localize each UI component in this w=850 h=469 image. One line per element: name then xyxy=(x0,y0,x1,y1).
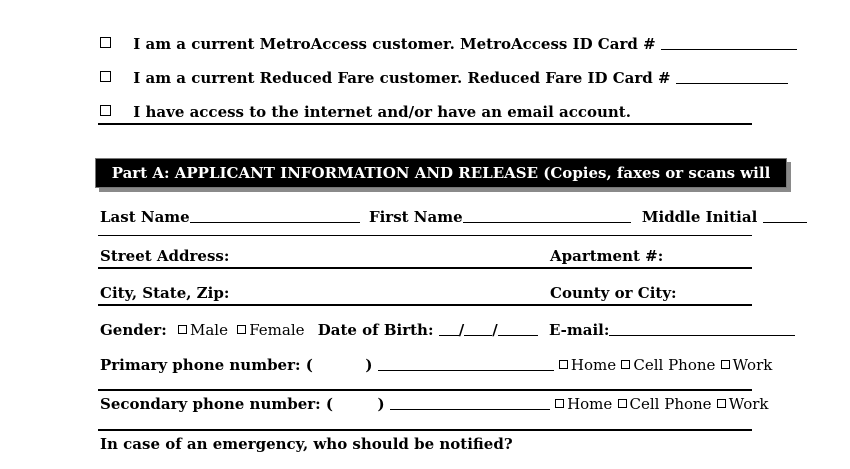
part-a-banner xyxy=(95,158,787,210)
secondary-phone-row xyxy=(100,395,769,413)
email-label: E-mail: xyxy=(548,321,610,339)
internet-label: I have access to the internet and/or have an email account. xyxy=(133,103,631,121)
city-state-zip-field[interactable] xyxy=(98,304,752,306)
dob-separator: / xyxy=(492,321,498,339)
first-name-field[interactable] xyxy=(463,210,631,223)
emergency-contact-label: In case of an emergency, who should be notified? xyxy=(100,435,513,453)
divider xyxy=(98,429,752,431)
middle-initial-field[interactable] xyxy=(763,210,807,223)
street-address-field[interactable] xyxy=(98,267,752,269)
internet-row xyxy=(100,103,631,121)
middle-initial-label: Middle Initial xyxy=(641,208,758,226)
street-address-label: Street Address: xyxy=(100,247,230,265)
dob-separator: / xyxy=(458,321,465,339)
county-city-label: County or City: xyxy=(550,284,677,302)
male-checkbox[interactable] xyxy=(178,325,187,334)
reduced-fare-label: I am a current Reduced Fare customer. Reduced Fare ID Card # xyxy=(133,69,671,87)
cell-phone-label: Cell Phone xyxy=(629,395,712,413)
reduced-fare-row xyxy=(100,69,788,87)
male-label: Male xyxy=(189,321,228,339)
metroaccess-checkbox[interactable] xyxy=(100,37,111,48)
female-checkbox[interactable] xyxy=(237,325,246,334)
divider xyxy=(98,123,752,125)
primary-phone-row xyxy=(100,356,772,374)
secondary-phone-field[interactable] xyxy=(390,397,550,410)
primary-phone-field[interactable] xyxy=(378,358,554,371)
part-a-title: Part A: APPLICANT INFORMATION AND RELEASE (Copies, faxes or scans will not be accepted) xyxy=(111,164,771,210)
metroaccess-label: I am a current MetroAccess customer. MetroAccess ID Card # xyxy=(133,35,656,53)
primary-work-checkbox[interactable] xyxy=(721,360,730,369)
paren-close: ) xyxy=(377,395,385,413)
secondary-phone-label: Secondary phone number: ( xyxy=(100,395,334,413)
first-name-label: First Name xyxy=(368,208,463,226)
email-field[interactable] xyxy=(609,323,795,336)
metroaccess-row xyxy=(100,35,797,53)
secondary-home-checkbox[interactable] xyxy=(555,399,564,408)
work-label: Work xyxy=(728,395,769,413)
apartment-label: Apartment #: xyxy=(550,247,664,265)
secondary-cell-checkbox[interactable] xyxy=(618,399,627,408)
primary-home-checkbox[interactable] xyxy=(559,360,568,369)
reduced-fare-checkbox[interactable] xyxy=(100,71,111,82)
divider xyxy=(98,235,752,236)
metroaccess-id-field[interactable] xyxy=(661,37,797,50)
reduced-fare-id-field[interactable] xyxy=(676,71,788,84)
home-label: Home xyxy=(570,356,617,374)
last-name-label: Last Name xyxy=(100,208,190,226)
dob-label: Date of Birth: xyxy=(317,321,434,339)
gender-row xyxy=(100,321,795,339)
name-row xyxy=(100,208,807,226)
gender-label: Gender: xyxy=(100,321,167,339)
cell-phone-label: Cell Phone xyxy=(633,356,716,374)
secondary-work-checkbox[interactable] xyxy=(717,399,726,408)
female-label: Female xyxy=(249,321,305,339)
city-state-zip-label: City, State, Zip: xyxy=(100,284,230,302)
dob-month-field[interactable] xyxy=(439,323,459,336)
home-label: Home xyxy=(567,395,613,413)
work-label: Work xyxy=(732,356,773,374)
dob-day-field[interactable] xyxy=(464,323,492,336)
divider xyxy=(98,389,752,391)
paren-close: ) xyxy=(365,356,373,374)
dob-year-field[interactable] xyxy=(498,323,538,336)
primary-cell-checkbox[interactable] xyxy=(621,360,630,369)
internet-checkbox[interactable] xyxy=(100,105,111,116)
last-name-field[interactable] xyxy=(190,210,360,223)
primary-phone-label: Primary phone number: ( xyxy=(100,356,313,374)
